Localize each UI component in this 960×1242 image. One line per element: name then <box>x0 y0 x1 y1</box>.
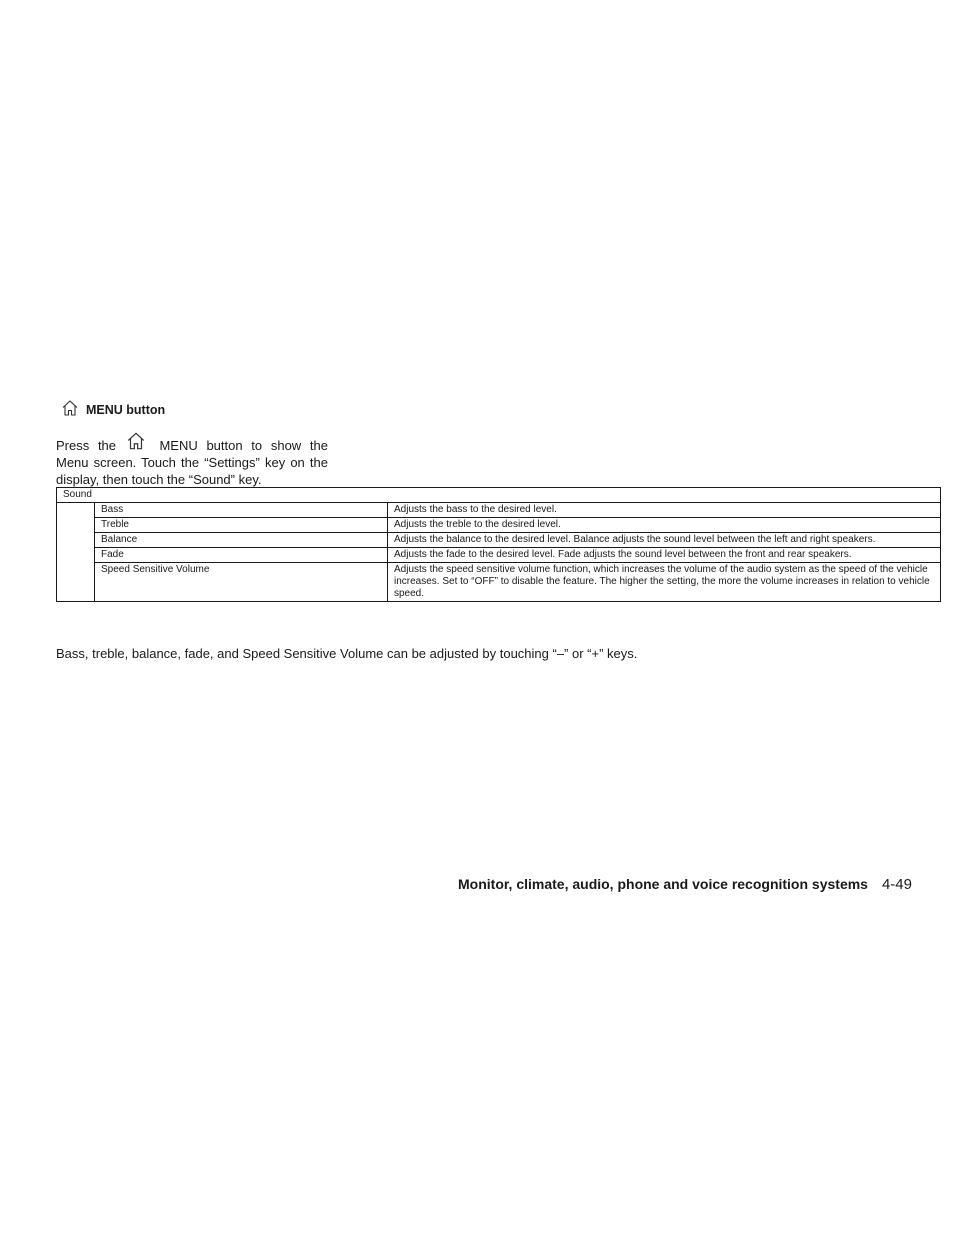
setting-name: Treble <box>95 518 388 533</box>
home-icon <box>125 436 151 452</box>
sound-settings-table <box>56 487 941 602</box>
home-icon <box>60 398 80 421</box>
table-row <box>57 518 941 533</box>
table-group-label: Sound <box>57 488 941 503</box>
table-row <box>57 533 941 548</box>
setting-description: Adjusts the speed sensitive volume function, which increases the volume of the audio system as the speed of the vehicle increases. Set to “OFF” to disable the feature. The higher the setting, the more the volume increases in relation to vehicle speed. <box>388 563 941 602</box>
table-group-row <box>57 488 941 503</box>
setting-description: Adjusts the treble to the desired level. <box>388 518 941 533</box>
intro-paragraph <box>56 436 328 488</box>
setting-name: Speed Sensitive Volume <box>95 563 388 602</box>
intro-prefix: Press the <box>56 438 117 453</box>
setting-description: Adjusts the balance to the desired level. Balance adjusts the sound level between the left and right speakers. <box>388 533 941 548</box>
intro-suffix: MENU button to show the Menu screen. Touch the “Settings” key on the display, then touch the “Sound” key. <box>56 438 328 487</box>
table-row <box>57 548 941 563</box>
footer-section-title: Monitor, climate, audio, phone and voice recognition systems <box>458 876 868 892</box>
table-indent-cell <box>57 503 95 602</box>
table-row <box>57 503 941 518</box>
setting-description: Adjusts the bass to the desired level. <box>388 503 941 518</box>
section-heading-label: MENU button <box>86 402 166 417</box>
setting-name: Bass <box>95 503 388 518</box>
page-number: 4-49 <box>881 876 912 893</box>
setting-description: Adjusts the fade to the desired level. Fade adjusts the sound level between the front and rear speakers. <box>388 548 941 563</box>
setting-name: Balance <box>95 533 388 548</box>
adjust-note: Bass, treble, balance, fade, and Speed Sensitive Volume can be adjusted by touching “–” or “+” keys. <box>56 646 638 661</box>
setting-name: Fade <box>95 548 388 563</box>
table-row <box>57 563 941 602</box>
section-heading <box>60 398 165 421</box>
page-footer <box>458 876 912 893</box>
